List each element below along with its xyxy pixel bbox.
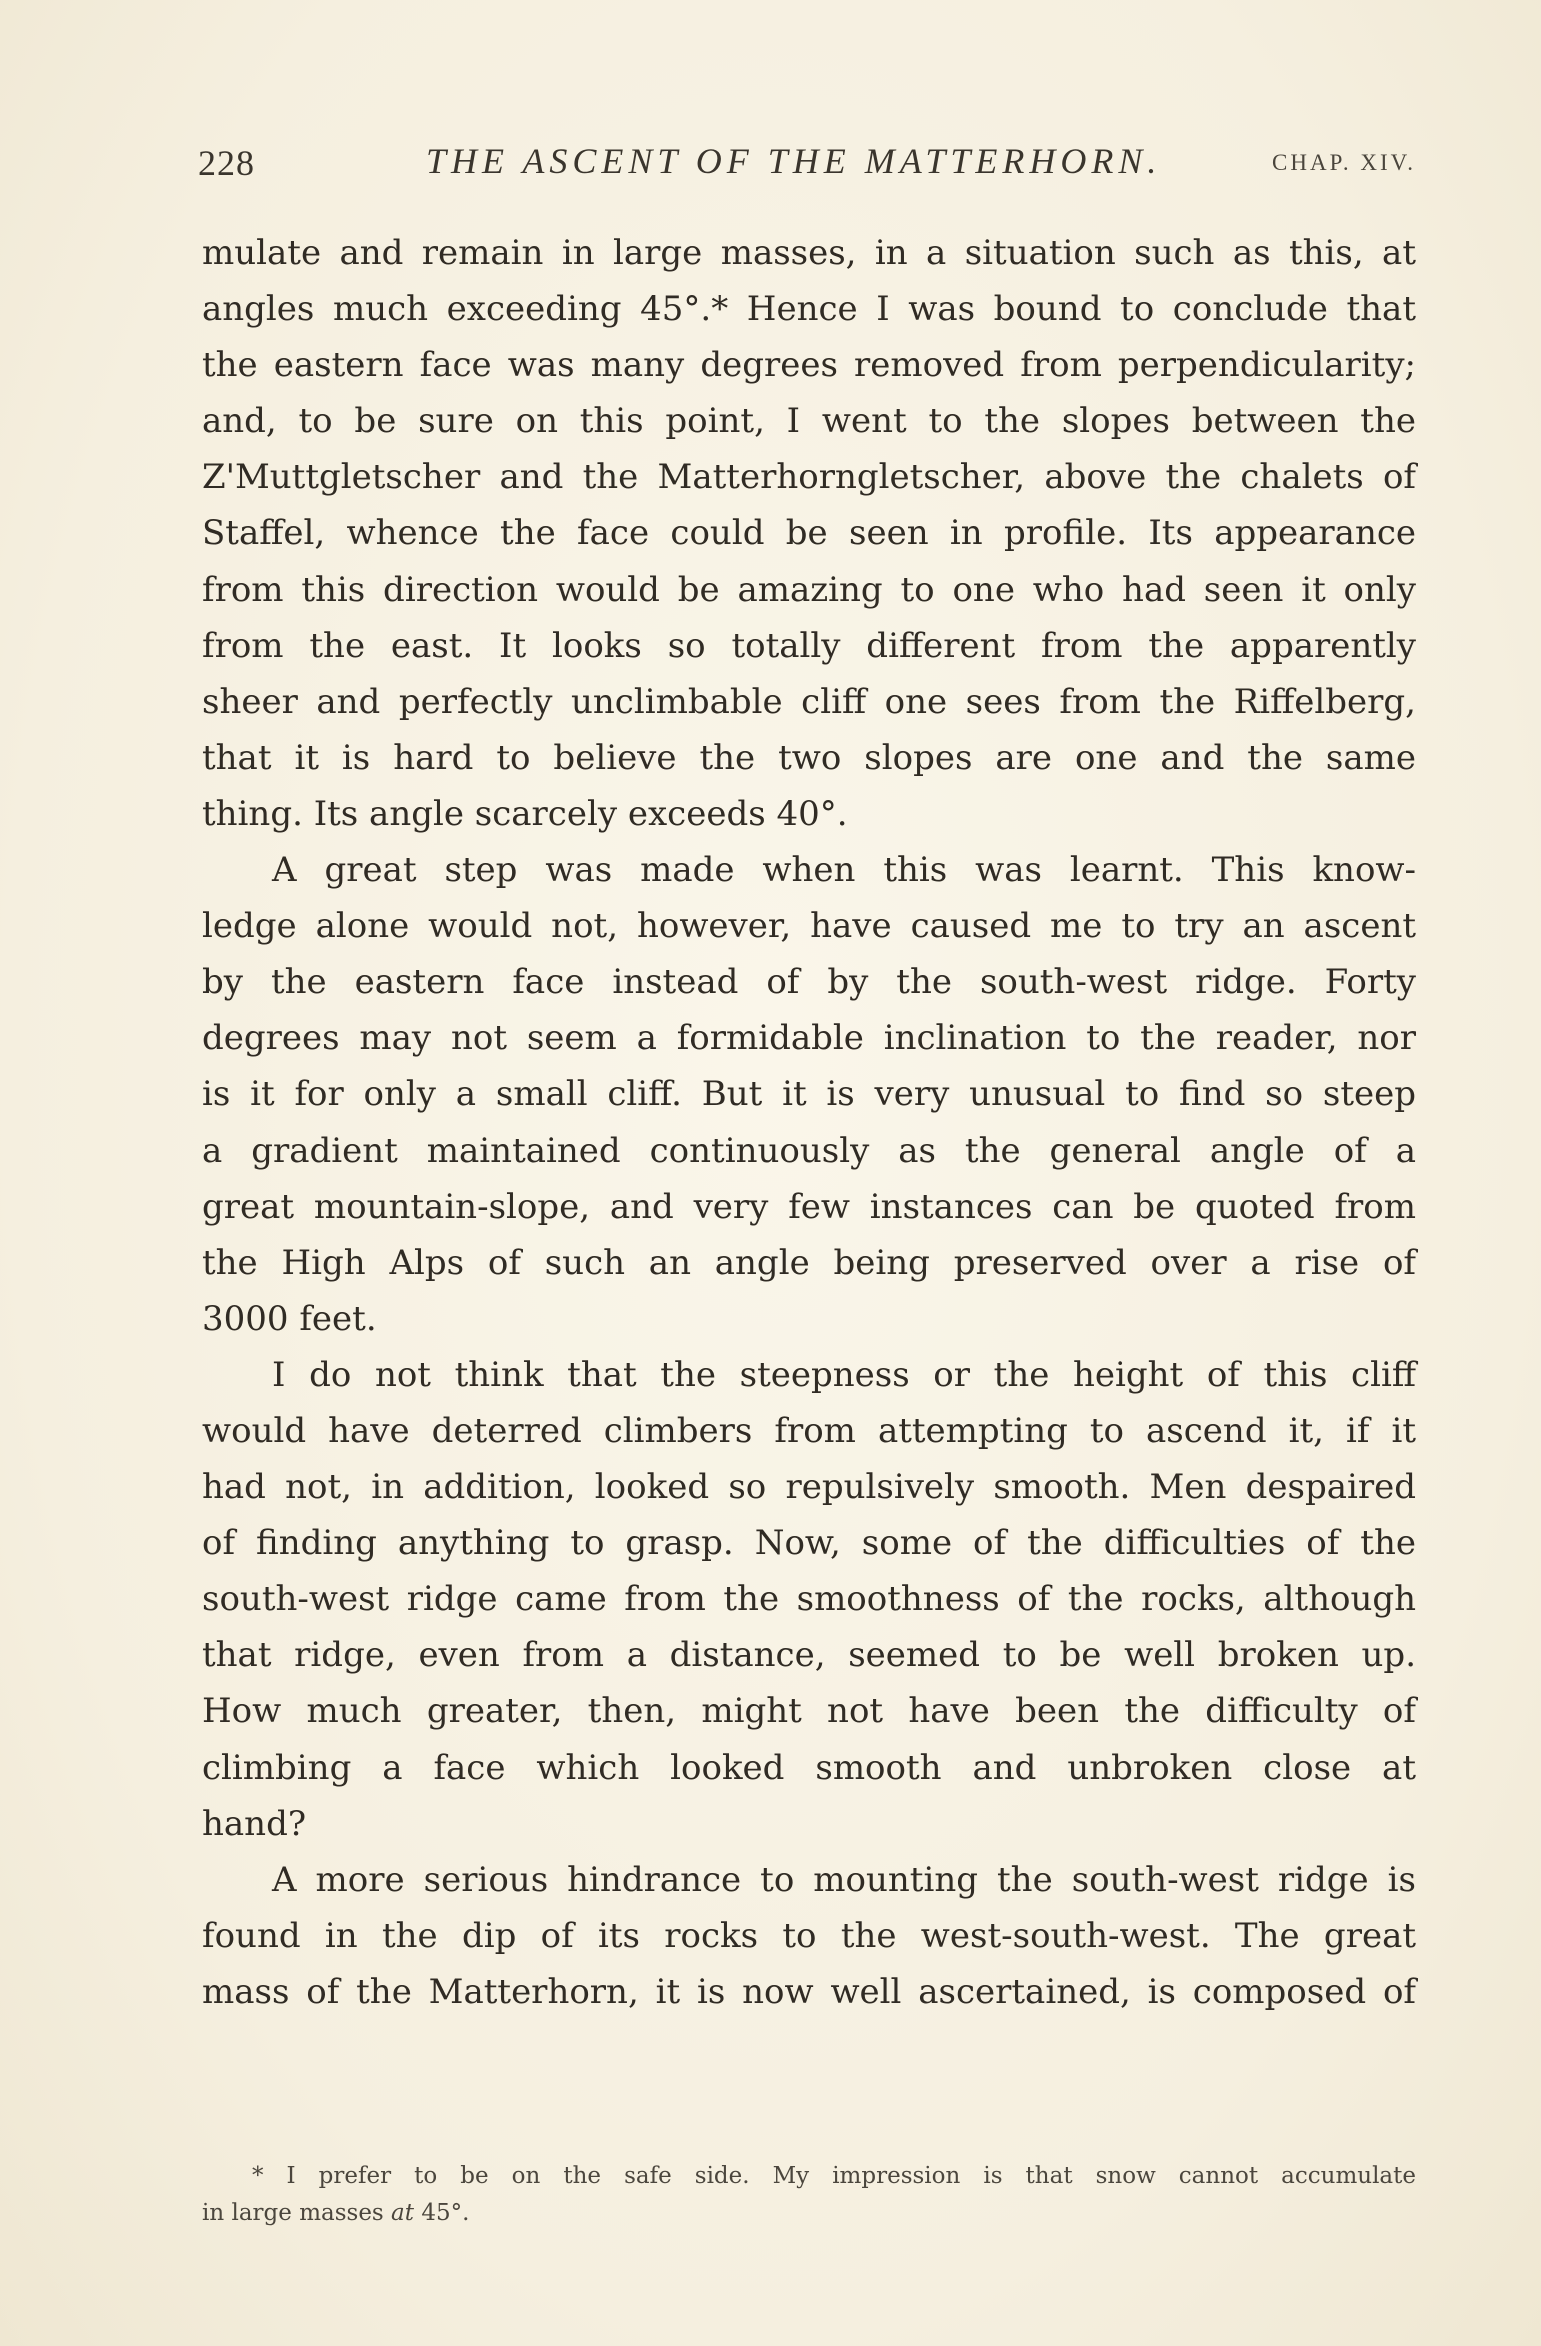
footnote-line	[202, 2195, 1416, 2232]
text-line: of finding anything to grasp. Now, some of the difficulties of the	[202, 1523, 1416, 1564]
text-line: the eastern face was many degrees removed from perpendicularity;	[202, 345, 1416, 386]
text-line: great mountain-slope, and very few instances can be quoted from	[202, 1186, 1416, 1227]
body-text	[202, 225, 1416, 2020]
text-line: south-west ridge came from the smoothness of the rocks, although	[202, 1579, 1416, 1620]
running-title: THE ASCENT OF THE MATTERHORN.	[426, 141, 1162, 181]
text-line: would have deterred climbers from attempting to ascend it, if it	[202, 1410, 1416, 1451]
text-line: sheer and perfectly unclimbable cliff one sees from the Riffelberg,	[202, 681, 1416, 722]
text-line: by the eastern face instead of by the south-west ridge. Forty	[202, 962, 1416, 1003]
text-line: from the east. It looks so totally different from the apparently	[202, 625, 1416, 666]
text-line: hand?	[202, 1803, 307, 1844]
text-line: had not, in addition, looked so repulsively smooth. Men despaired	[202, 1467, 1416, 1508]
text-line: a gradient maintained continuously as the general angle of a	[202, 1130, 1416, 1171]
text-line: that ridge, even from a distance, seemed to be well broken up.	[202, 1635, 1416, 1676]
text-line: that it is hard to believe the two slopes are one and the same	[202, 737, 1416, 778]
text-line: Staffel, whence the face could be seen in profile. Its appearance	[202, 513, 1416, 554]
text-line: is it for only a small cliff. But it is very unusual to find so steep	[202, 1074, 1416, 1115]
footnote-italic-text: at	[391, 2200, 415, 2226]
text-line: Z'Muttgletscher and the Matterhorngletscher, above the chalets of	[202, 457, 1416, 498]
text-line: 3000 feet.	[202, 1298, 377, 1339]
text-line: How much greater, then, might not have been the difficulty of	[202, 1691, 1416, 1732]
text-line: mulate and remain in large masses, in a situation such as this, at	[202, 233, 1416, 273]
footnote-line: * I prefer to be on the safe side. My impression is that snow cannot accumulate	[252, 2163, 1416, 2189]
text-line: ledge alone would not, however, have caused me to try an ascent	[202, 906, 1416, 947]
text-line: from this direction would be amazing to one who had seen it only	[202, 569, 1416, 610]
footnote	[202, 2158, 1416, 2232]
footnote-text: in large masses	[202, 2200, 392, 2226]
text-line: A great step was made when this was learnt. This know-	[272, 850, 1416, 891]
running-header	[198, 142, 1416, 192]
text-line: the High Alps of such an angle being preserved over a rise of	[202, 1242, 1416, 1283]
text-line: I do not think that the steepness or the height of this cliff	[272, 1354, 1416, 1395]
text-line: A more serious hindrance to mounting the south-west ridge is	[272, 1859, 1416, 1900]
chapter-reference: CHAP. XIV.	[1272, 150, 1416, 175]
page-number: 228	[198, 143, 255, 183]
text-line: mass of the Matterhorn, it is now well ascertained, is composed of	[202, 1971, 1416, 2012]
text-line: found in the dip of its rocks to the west-south-west. The great	[202, 1915, 1416, 1956]
text-line: degrees may not seem a formidable inclination to the reader, nor	[202, 1018, 1416, 1059]
footnote-text: 45°.	[414, 2200, 470, 2226]
text-line: angles much exceeding 45°.* Hence I was bound to conclude that	[202, 289, 1416, 330]
text-line: climbing a face which looked smooth and unbroken close at	[202, 1747, 1416, 1788]
text-line: and, to be sure on this point, I went to the slopes between the	[202, 401, 1416, 442]
text-line: thing. Its angle scarcely exceeds 40°.	[202, 793, 848, 834]
